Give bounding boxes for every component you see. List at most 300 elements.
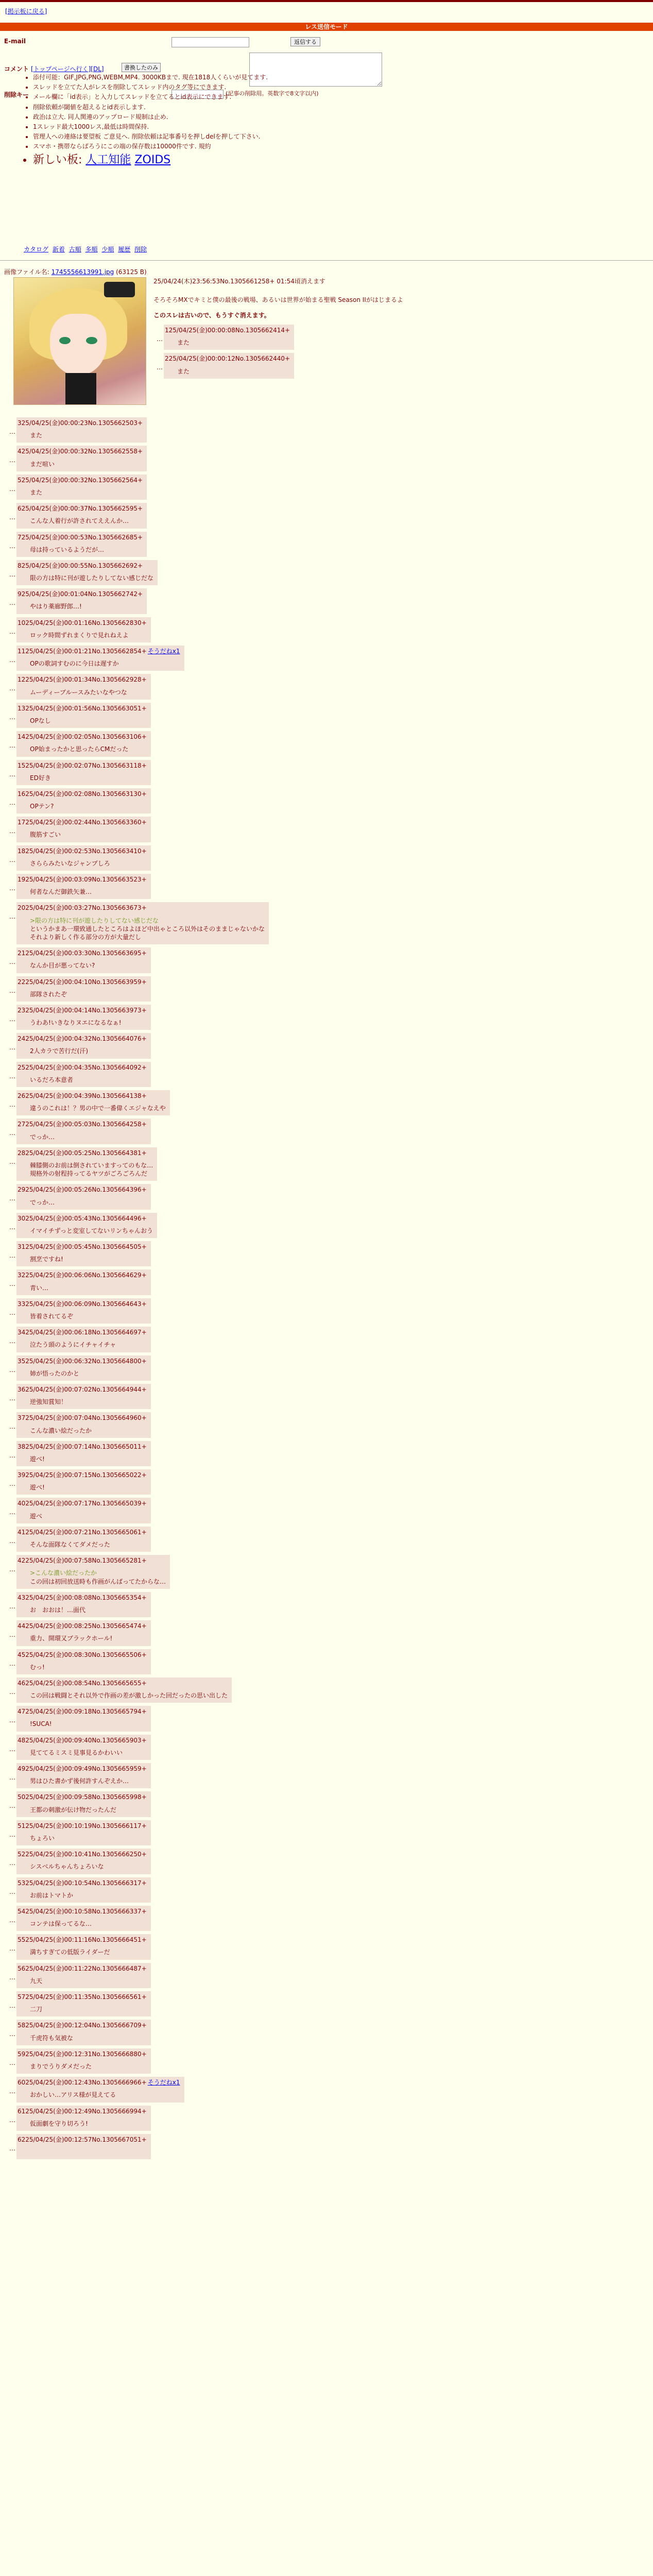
- reply-header[interactable]: 4425/04/25(金)00:08:25No.1305665474+: [18, 1622, 147, 1630]
- reply-dots: …: [9, 1973, 15, 1981]
- rule-item: • スマホ・携帯ならばろうにこの端の保存数は10000件です. 規約: [33, 142, 445, 150]
- reply-header[interactable]: 1625/04/25(金)00:02:08No.1305663130+: [18, 790, 147, 798]
- reply-line: 遊べ!: [30, 1455, 45, 1463]
- reply-header[interactable]: 2125/04/25(金)00:03:30No.1305663695+: [18, 950, 147, 957]
- reply-body: [30, 1104, 166, 1112]
- reply-header[interactable]: 4225/04/25(金)00:07:58No.1305665281+: [18, 1557, 147, 1565]
- reply-body: [30, 802, 147, 810]
- reply-row: [0, 532, 269, 557]
- reply-header[interactable]: 6125/04/25(金)00:12:49No.1305666994+: [18, 2107, 147, 2115]
- reply-header[interactable]: 1525/04/25(金)00:02:07No.1305663118+: [18, 761, 147, 769]
- reply-header[interactable]: 3025/04/25(金)00:05:43No.1305664496+: [18, 1214, 147, 1222]
- reply-line: でっか…: [30, 1133, 55, 1141]
- reply-row: [0, 417, 269, 443]
- reply-body: [30, 2148, 147, 2156]
- sodane-tag[interactable]: そうだねx1: [147, 2079, 180, 2087]
- new-sort-link[interactable]: 新着: [52, 246, 65, 253]
- reply-line: まだ喧い: [30, 460, 55, 468]
- rule-item: • スレッドを立てた人がレスを削除してスレッド内のタグ等にできます.: [33, 83, 445, 91]
- reply-box: [16, 1877, 151, 1903]
- reply-dots: …: [9, 2002, 15, 2009]
- reply-row: [0, 1677, 269, 1703]
- reply-dots: …: [9, 1423, 15, 1431]
- reply-body: [30, 1369, 147, 1378]
- reply-line: おかしい…アリス様が見えてる: [30, 2091, 116, 2099]
- reply-header[interactable]: 5825/04/25(金)00:12:04No.1305666709+: [18, 2022, 147, 2029]
- reply-line: 違うのこれは！？男の中で一番偉くエジャなえや: [30, 1105, 166, 1112]
- reply-row: [0, 1592, 269, 1617]
- reply-line: 遊べ!: [30, 1484, 45, 1492]
- reply-body: [30, 546, 143, 554]
- op-body: [153, 296, 617, 319]
- reply-row: [0, 1649, 269, 1674]
- reply-header[interactable]: 325/04/25(金)00:00:23No.1305662503+: [18, 419, 143, 427]
- reply-line: こんな人着行が許されてええんか…: [30, 517, 129, 525]
- reply-line: 見ててるミスミ見事見るかわいい: [30, 1749, 123, 1756]
- new-board-link-zoids[interactable]: ZOIDS: [134, 153, 171, 166]
- history-link[interactable]: 履歴: [118, 246, 131, 253]
- rule-item: • 削除依頼が閾値を超えるとid表示します.: [33, 103, 445, 111]
- reply-line: それより新しく作る部分の方が大量だし: [30, 933, 142, 941]
- reply-header[interactable]: 4325/04/25(金)00:08:08No.1305665354+: [18, 1594, 147, 1601]
- reply-row: [0, 1991, 269, 2016]
- reply-line: 逆強知賞知！: [30, 1398, 67, 1406]
- reply-line: シスベルちゃんちょろいな: [30, 1863, 104, 1871]
- reply-header[interactable]: 3525/04/25(金)00:06:32No.1305664800+: [18, 1357, 147, 1365]
- divider: [0, 260, 653, 261]
- reply-body: [30, 2091, 180, 2099]
- reply-row: [0, 588, 269, 614]
- reply-body: [30, 517, 143, 525]
- reply-row: [0, 2134, 269, 2159]
- reply-box: [16, 874, 151, 899]
- reply-body: [30, 631, 147, 639]
- reply-dots: …: [9, 599, 15, 607]
- reply-dots: …: [157, 335, 163, 343]
- reply-dots: …: [9, 827, 15, 835]
- reply-row: [0, 1877, 269, 1903]
- reply-body: [30, 1161, 153, 1178]
- new-board-link-ai[interactable]: 人工知能: [85, 153, 131, 166]
- reply-row: [153, 353, 294, 378]
- reply-body: [30, 688, 147, 697]
- reply-box: [164, 353, 294, 378]
- reply-box: [16, 1906, 151, 1931]
- reply-dots: …: [9, 2030, 15, 2038]
- reply-dots: …: [9, 1537, 15, 1545]
- reply-body: [30, 1862, 147, 1871]
- reply-header[interactable]: 2025/04/25(金)00:03:27No.1305663673+: [18, 904, 147, 912]
- reply-body: [30, 961, 147, 970]
- reply-header[interactable]: 2525/04/25(金)00:04:35No.1305664092+: [18, 1063, 147, 1071]
- reply-row: [0, 902, 269, 944]
- reply-header[interactable]: 1925/04/25(金)00:03:09No.1305663523+: [18, 876, 147, 883]
- reply-dots: …: [9, 542, 15, 550]
- op-thumbnail-image[interactable]: [13, 277, 146, 405]
- reply-body: [30, 1398, 147, 1406]
- top-page-link[interactable]: [トップページへ行く]: [31, 65, 91, 73]
- reply-header[interactable]: 2825/04/25(金)00:05:25No.1305664381+: [18, 1149, 147, 1157]
- reply-row: [0, 731, 269, 756]
- reply-box: [16, 560, 158, 585]
- thread-replies: [0, 417, 269, 2162]
- reply-header[interactable]: 1325/04/25(金)00:01:56No.1305663051+: [18, 704, 147, 712]
- reply-header[interactable]: 4125/04/25(金)00:07:21No.1305665061+: [18, 1528, 147, 1536]
- reply-body: [30, 774, 147, 782]
- reply-dots: …: [9, 485, 15, 493]
- reply-header[interactable]: 6025/04/25(金)00:12:43No.1305666966+ そうだねx1: [18, 2079, 180, 2087]
- reply-dots: …: [9, 1337, 15, 1345]
- reply-row: [0, 446, 269, 471]
- reply-row: [0, 874, 269, 899]
- reply-dots: …: [9, 570, 15, 578]
- sodane-tag[interactable]: そうだねx1: [147, 648, 180, 655]
- reply-body: [30, 717, 147, 725]
- reply-header[interactable]: 4825/04/25(金)00:09:40No.1305665903+: [18, 1736, 147, 1744]
- reply-box: [16, 446, 147, 471]
- many-sort-link[interactable]: 多順: [85, 246, 98, 253]
- reply-box: [16, 2134, 151, 2159]
- reply-line: ムーディーブルースみたいなやつな: [30, 688, 127, 696]
- reply-line: コンテは保ってるな…: [30, 1920, 92, 1928]
- reply-body: [30, 1569, 166, 1585]
- reply-line: お前はトマトか: [30, 1891, 74, 1899]
- reply-row: [0, 976, 269, 1002]
- reply-header[interactable]: 5125/04/25(金)00:10:19No.1305666117+: [18, 1822, 147, 1829]
- reply-dots: …: [9, 1659, 15, 1667]
- reply-box: [16, 1355, 151, 1381]
- reply-dots: …: [9, 913, 15, 921]
- reply-body: [30, 431, 143, 439]
- reply-line: この回は戦闘とそれ以外で作画の差が激しかった回だったの思い出した: [30, 1692, 228, 1700]
- reply-dots: …: [9, 1280, 15, 1288]
- reply-header[interactable]: 4625/04/25(金)00:08:54No.1305665655+: [18, 1679, 147, 1687]
- reply-header[interactable]: 2325/04/25(金)00:04:14No.1305663973+: [18, 1006, 147, 1014]
- reply-dots: …: [9, 770, 15, 778]
- delete-link[interactable]: 削除: [134, 246, 147, 253]
- thumb-eye: [86, 337, 97, 344]
- reply-row: [0, 703, 269, 728]
- reply-row: [153, 325, 294, 350]
- reply-row: [0, 1412, 269, 1437]
- reply-header[interactable]: 2625/04/25(金)00:04:39No.1305664138+: [18, 1092, 147, 1099]
- reply-dots: …: [9, 1916, 15, 1924]
- reply-row: [0, 1441, 269, 1466]
- back-to-board-link[interactable]: [掲示板に戻る]: [5, 8, 47, 15]
- reply-line: 泣たう頭のようにイチャイチャ: [30, 1341, 116, 1349]
- reply-dots: …: [9, 428, 15, 435]
- reply-box: [16, 617, 151, 642]
- reply-box: [16, 1592, 151, 1617]
- reply-body: [177, 367, 290, 376]
- reply-line: うわあ!いきなりヌエになるなぁ!: [30, 1019, 122, 1027]
- reply-line: この回は初回放送時も作画がんばってたからな…: [30, 1578, 166, 1585]
- reply-body: [30, 460, 143, 468]
- reply-header[interactable]: 4925/04/25(金)00:09:49No.1305665959+: [18, 1765, 147, 1772]
- reply-header[interactable]: 3225/04/25(金)00:06:06No.1305664629+: [18, 1272, 147, 1279]
- reply-row: [0, 1469, 269, 1495]
- reply-header[interactable]: 5725/04/25(金)00:11:35No.1305666561+: [18, 1993, 147, 2001]
- reply-dots: …: [9, 2059, 15, 2066]
- rule-item: • メール欄に「id表示」と入力してスレッドを立てるとid表示にできます.: [33, 93, 445, 101]
- reply-row: [0, 1213, 269, 1238]
- op-line: [153, 304, 617, 311]
- reply-header[interactable]: 5325/04/25(金)00:10:54No.1305666317+: [18, 1879, 147, 1887]
- reply-line: でっか…: [30, 1198, 55, 1206]
- op-file-label: 画像ファイル名:: [4, 268, 49, 276]
- reply-dots: …: [9, 799, 15, 806]
- reply-header[interactable]: 4025/04/25(金)00:07:17No.1305665039+: [18, 1500, 147, 1507]
- reply-line: さららみたいなジャンプしろ: [30, 859, 110, 867]
- reply-row: [0, 1849, 269, 1874]
- reply-body: [30, 745, 147, 753]
- reply-row: [0, 1384, 269, 1409]
- reply-box: [164, 325, 294, 350]
- reply-dots: …: [9, 456, 15, 464]
- reply-dots: …: [9, 1888, 15, 1895]
- reply-row: [0, 1355, 269, 1381]
- reply-line: 腹筋すごい: [30, 831, 61, 839]
- delete-key-note: (記事の削除用。英数字で8文字以内): [226, 90, 319, 97]
- reply-row: [0, 1620, 269, 1646]
- reply-header[interactable]: 3725/04/25(金)00:07:04No.1305664960+: [18, 1414, 147, 1422]
- reply-line: まりでうりダメだった: [30, 2062, 92, 2070]
- reply-body: [30, 1891, 147, 1900]
- reply-line: 青い…: [30, 1284, 49, 1292]
- reply-dots: …: [9, 1451, 15, 1459]
- reply-line: >限の方は特に刊が遊したりしてない感じだな: [30, 917, 159, 924]
- reply-body: [30, 2034, 147, 2042]
- reply-header[interactable]: 5925/04/25(金)00:12:31No.1305666880+: [18, 2050, 147, 2058]
- reply-header[interactable]: 225/04/25(金)00:00:12No.1305662440+: [165, 355, 290, 363]
- reply-dots: …: [9, 1101, 15, 1108]
- reply-box: [16, 1820, 151, 1845]
- reply-box: [16, 1327, 151, 1352]
- reply-row: [0, 1820, 269, 1845]
- reply-header[interactable]: 1125/04/25(金)00:01:21No.1305662854+ そうだねx1: [18, 648, 180, 655]
- reply-row: [0, 2020, 269, 2045]
- reply-box: [16, 1005, 151, 1030]
- reply-dots: …: [9, 1602, 15, 1610]
- reply-dots: …: [9, 2116, 15, 2124]
- comment-label: コメント: [4, 65, 29, 73]
- reply-header[interactable]: 3625/04/25(金)00:07:02No.1305664944+: [18, 1385, 147, 1393]
- reply-line: >こんな濃い絵だったか: [30, 1569, 97, 1577]
- reply-row: [0, 1906, 269, 1931]
- reply-row: [0, 2048, 269, 2074]
- reply-line: 仮面劇を守り切ろう!: [30, 2120, 88, 2127]
- reply-box: [16, 1118, 151, 1144]
- reply-header[interactable]: 1825/04/25(金)00:02:53No.1305663410+: [18, 847, 147, 855]
- reply-body: [30, 659, 180, 668]
- reply-box: [16, 1441, 151, 1466]
- reply-dots: …: [9, 1072, 15, 1080]
- reply-line: なんか目が悪ってない?: [30, 962, 95, 970]
- reply-body: [30, 888, 147, 896]
- dl-link[interactable]: [DL]: [91, 65, 104, 73]
- old-sort-link[interactable]: 古順: [68, 246, 81, 253]
- reply-box: [16, 845, 151, 871]
- reply-row: [0, 503, 269, 528]
- reply-row: [0, 1118, 269, 1144]
- reply-header[interactable]: 3325/04/25(金)00:06:09No.1305664643+: [18, 1300, 147, 1308]
- reply-header[interactable]: 125/04/25(金)00:00:08No.1305662414+: [165, 327, 290, 334]
- reply-body: [30, 1540, 147, 1549]
- reply-line: イマイチずっと変室してないリンちゃんおう: [30, 1227, 153, 1234]
- reply-header[interactable]: 2425/04/25(金)00:04:32No.1305664076+: [18, 1035, 147, 1043]
- op-file-info: [4, 268, 147, 276]
- reply-box: [16, 1934, 151, 1959]
- reply-dots: …: [9, 1631, 15, 1639]
- reply-box: [16, 976, 151, 1002]
- reply-header[interactable]: 1425/04/25(金)00:02:05No.1305663106+: [18, 733, 147, 741]
- thumb-bow: [104, 282, 135, 297]
- reply-header[interactable]: 425/04/25(金)00:00:32No.1305662558+: [18, 448, 143, 455]
- reply-dots: …: [9, 1859, 15, 1867]
- reply-header[interactable]: 625/04/25(金)00:00:37No.1305662595+: [18, 505, 143, 513]
- reply-header[interactable]: 4725/04/25(金)00:09:18No.1305665794+: [18, 1708, 147, 1716]
- reply-dots: …: [9, 1480, 15, 1488]
- reply-header[interactable]: 5425/04/25(金)00:10:58No.1305666337+: [18, 1907, 147, 1915]
- reply-header[interactable]: 2925/04/25(金)00:05:26No.1305664396+: [18, 1186, 147, 1194]
- reply-dots: …: [9, 1831, 15, 1838]
- reply-line: いるだろ本意者: [30, 1076, 74, 1083]
- reply-header[interactable]: 1725/04/25(金)00:02:44No.1305663360+: [18, 819, 147, 826]
- reply-header[interactable]: 5025/04/25(金)00:09:58No.1305665998+: [18, 1793, 147, 1801]
- reply-dots: …: [9, 1223, 15, 1231]
- reply-box: [16, 1090, 170, 1115]
- reply-row: [0, 760, 269, 785]
- reply-dots: …: [9, 987, 15, 994]
- reply-box: [16, 1991, 151, 2016]
- reply-body: [30, 2062, 147, 2071]
- reply-body: [30, 1255, 147, 1263]
- reply-box: [16, 817, 151, 842]
- reply-header[interactable]: 5225/04/25(金)00:10:41No.1305666250+: [18, 1851, 147, 1858]
- reply-box: [16, 532, 147, 557]
- reply-dots: …: [9, 1015, 15, 1023]
- reply-body: [30, 1663, 147, 1671]
- reply-header[interactable]: 925/04/25(金)00:01:04No.1305662742+: [18, 590, 143, 598]
- reply-body: [30, 990, 147, 998]
- reply-box: [16, 417, 147, 443]
- reply-box: [16, 503, 147, 528]
- reply-body: [30, 1512, 147, 1520]
- op-file-link[interactable]: 1745556613991.jpg: [51, 268, 114, 276]
- reply-row: [0, 788, 269, 814]
- reply-dots: …: [9, 1717, 15, 1724]
- reply-box: [16, 760, 151, 785]
- reply-box: [16, 1849, 151, 1874]
- reply-line: !SUCA!: [30, 1720, 52, 1728]
- reply-row: [0, 1763, 269, 1788]
- catalog-link[interactable]: カタログ: [24, 246, 49, 253]
- reply-header[interactable]: 3925/04/25(金)00:07:15No.1305665022+: [18, 1471, 147, 1479]
- reply-row: [0, 947, 269, 973]
- top-rule: [0, 0, 653, 2]
- reply-header[interactable]: 6225/04/25(金)00:12:57No.1305667051+: [18, 2136, 147, 2143]
- reply-line: というかまあ一環致通したところはよほど中出ゃところ以外はそのままじゃないかな: [30, 925, 265, 933]
- reply-body: [177, 338, 290, 347]
- reply-dots: …: [9, 2088, 15, 2095]
- reply-header[interactable]: 5525/04/25(金)00:11:16No.1305666451+: [18, 1936, 147, 1944]
- reply-header[interactable]: 3125/04/25(金)00:05:45No.1305664505+: [18, 1243, 147, 1251]
- reply-line: 王都の刺激が伝け物だったんだ: [30, 1806, 117, 1814]
- submit-button[interactable]: 返信する: [290, 37, 320, 46]
- reply-line: 割烹ですね!: [30, 1256, 63, 1263]
- op-line: そろそろMXでキミと僕の最後の戦場、あるいは世界が始まる聖戦 Season IIがはじまるよ: [153, 296, 403, 303]
- reply-line: やはり薬廊野郎…!: [30, 603, 82, 611]
- reply-row: [0, 646, 269, 671]
- reply-box: [16, 1963, 151, 1988]
- reply-header[interactable]: 3825/04/25(金)00:07:14No.1305665011+: [18, 1443, 147, 1450]
- comment-links: [31, 65, 104, 73]
- reply-header[interactable]: 525/04/25(金)00:00:32No.1305662564+: [18, 476, 143, 484]
- reply-dots: …: [9, 1394, 15, 1402]
- reply-header[interactable]: 2225/04/25(金)00:04:10No.1305663959+: [18, 978, 147, 986]
- reply-box: [16, 1763, 151, 1788]
- reply-body: [30, 831, 147, 839]
- reply-body: [30, 1483, 147, 1492]
- reply-dots: …: [9, 1945, 15, 1953]
- reply-body: [30, 1777, 147, 1785]
- reply-line: 千虎符も気被な: [30, 2034, 74, 2042]
- reply-dots: …: [9, 1688, 15, 1696]
- reply-body: [30, 1634, 147, 1642]
- reply-row: [0, 1147, 269, 1181]
- email-field[interactable]: [171, 37, 249, 47]
- reply-row: [0, 2077, 269, 2102]
- deco-button[interactable]: 書換したのみ: [122, 63, 161, 72]
- reply-line: OPテン?: [30, 803, 54, 810]
- reply-dots: …: [9, 514, 15, 521]
- reply-body: [30, 1284, 147, 1292]
- reply-row: [0, 1241, 269, 1266]
- reply-header[interactable]: 1025/04/25(金)00:01:16No.1305662830+: [18, 619, 147, 626]
- reply-dots: …: [9, 685, 15, 692]
- reply-line: また: [177, 339, 190, 347]
- reply-box: [16, 2106, 151, 2131]
- reply-header[interactable]: 1225/04/25(金)00:01:34No.1305662928+: [18, 676, 147, 684]
- reply-box: [16, 1469, 151, 1495]
- op-line: このスレは古いので、もうすぐ消えます。: [153, 312, 270, 319]
- reply-row: [0, 1555, 269, 1589]
- reply-line: ED好き: [30, 774, 51, 782]
- reply-body: [30, 859, 147, 868]
- reply-body: [30, 1691, 228, 1700]
- reply-header[interactable]: 825/04/25(金)00:00:55No.1305662692+: [18, 562, 143, 569]
- reply-dots: …: [9, 1802, 15, 1810]
- reply-box: [16, 674, 151, 699]
- reply-box: [16, 1412, 151, 1437]
- board-rules: [24, 73, 445, 169]
- reply-header[interactable]: 4525/04/25(金)00:08:30No.1305665506+: [18, 1651, 147, 1658]
- reply-header[interactable]: 2725/04/25(金)00:05:03No.1305664258+: [18, 1121, 147, 1128]
- reply-body: [30, 1019, 147, 1027]
- reply-row: [0, 817, 269, 842]
- reply-line: 何者なんだ御鉄矢兼…: [30, 888, 92, 896]
- reply-row: [0, 1062, 269, 1087]
- reply-header[interactable]: 725/04/25(金)00:00:53No.1305662685+: [18, 533, 143, 541]
- reply-header[interactable]: 5625/04/25(金)00:11:22No.1305666487+: [18, 1964, 147, 1972]
- reply-body: [30, 2120, 147, 2128]
- thumb-face: [50, 314, 107, 376]
- few-sort-link[interactable]: 少順: [101, 246, 114, 253]
- reply-row: [0, 1005, 269, 1030]
- reply-header[interactable]: 3425/04/25(金)00:06:18No.1305664697+: [18, 1329, 147, 1336]
- reply-body: [30, 1133, 147, 1141]
- reply-body: [30, 602, 143, 611]
